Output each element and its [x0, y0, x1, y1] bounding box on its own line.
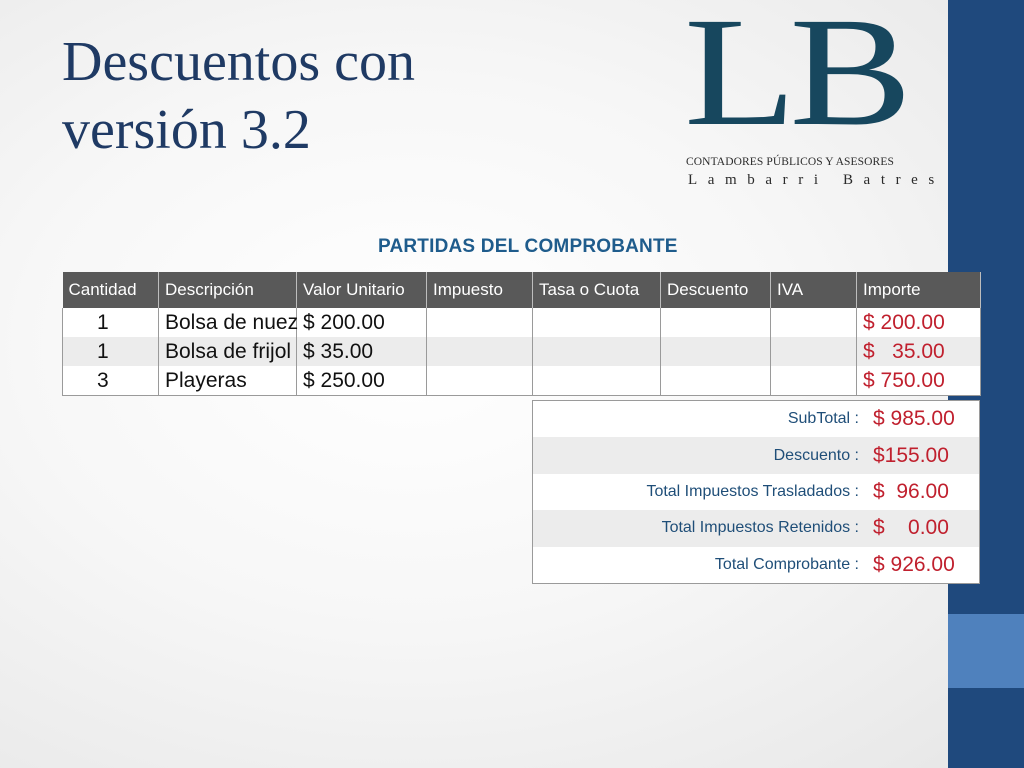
cell-tasa-cuota	[533, 308, 661, 337]
total-row-comprobante	[533, 547, 979, 583]
total-row-retenidos	[533, 510, 979, 546]
cell-descripcion: Bolsa de nuez	[159, 308, 297, 337]
cell-valor-unitario: $ 35.00	[297, 337, 427, 366]
header-iva: IVA	[771, 272, 857, 308]
totals-panel	[532, 400, 980, 584]
cell-descuento	[661, 366, 771, 396]
comprobante-label: Total Comprobante :	[714, 555, 859, 573]
table-row	[63, 366, 981, 396]
header-importe: Importe	[857, 272, 981, 308]
logo-mark: LB	[684, 0, 906, 158]
subtotal-label: SubTotal :	[787, 410, 859, 428]
slide-title-line2: versión 3.2	[62, 99, 311, 161]
cell-tasa-cuota	[533, 337, 661, 366]
table-row	[63, 337, 981, 366]
cell-valor-unitario: $ 250.00	[297, 366, 427, 396]
descuento-label: Descuento :	[773, 446, 859, 464]
slide-title	[62, 28, 415, 164]
header-descripcion: Descripción	[159, 272, 297, 308]
cell-impuesto	[427, 308, 533, 337]
cell-importe: $ 750.00	[857, 366, 981, 396]
header-descuento: Descuento	[661, 272, 771, 308]
comprobante-value: $ 926.00	[873, 552, 955, 576]
total-row-subtotal	[533, 401, 979, 437]
trasladados-label: Total Impuestos Trasladados :	[646, 482, 859, 500]
total-row-trasladados	[533, 474, 979, 510]
table-header-row	[63, 272, 981, 308]
cell-cantidad: 1	[63, 337, 159, 366]
slide-title-line1: Descuentos con	[62, 31, 416, 93]
header-cantidad: Cantidad	[63, 272, 159, 308]
header-tasa-cuota: Tasa o Cuota	[533, 272, 661, 308]
logo-subtitle: CONTADORES PÚBLICOS Y ASESORES	[686, 156, 894, 168]
retenidos-value: $ 0.00	[873, 516, 949, 540]
total-row-descuento	[533, 437, 979, 473]
items-table	[62, 272, 981, 396]
trasladados-value: $ 96.00	[873, 479, 949, 503]
cell-tasa-cuota	[533, 366, 661, 396]
cell-descripcion: Bolsa de frijol	[159, 337, 297, 366]
cell-cantidad: 1	[63, 308, 159, 337]
cell-iva	[771, 308, 857, 337]
subtotal-value: $ 985.00	[873, 407, 955, 431]
cell-importe: $ 200.00	[857, 308, 981, 337]
cell-iva	[771, 337, 857, 366]
table-row	[63, 308, 981, 337]
cell-cantidad: 3	[63, 366, 159, 396]
sidebar-accent-block	[948, 614, 1024, 688]
logo-name: Lambarri Batres	[688, 172, 945, 188]
cell-descuento	[661, 337, 771, 366]
cell-impuesto	[427, 337, 533, 366]
descuento-value: $155.00	[873, 443, 949, 467]
cell-importe: $ 35.00	[857, 337, 981, 366]
cell-descuento	[661, 308, 771, 337]
cell-descripcion: Playeras	[159, 366, 297, 396]
header-impuesto: Impuesto	[427, 272, 533, 308]
company-logo	[684, 0, 945, 188]
cell-impuesto	[427, 366, 533, 396]
retenidos-label: Total Impuestos Retenidos :	[661, 519, 859, 537]
cell-valor-unitario: $ 200.00	[297, 308, 427, 337]
cell-iva	[771, 366, 857, 396]
items-section-title: PARTIDAS DEL COMPROBANTE	[378, 236, 678, 257]
header-valor-unitario: Valor Unitario	[297, 272, 427, 308]
